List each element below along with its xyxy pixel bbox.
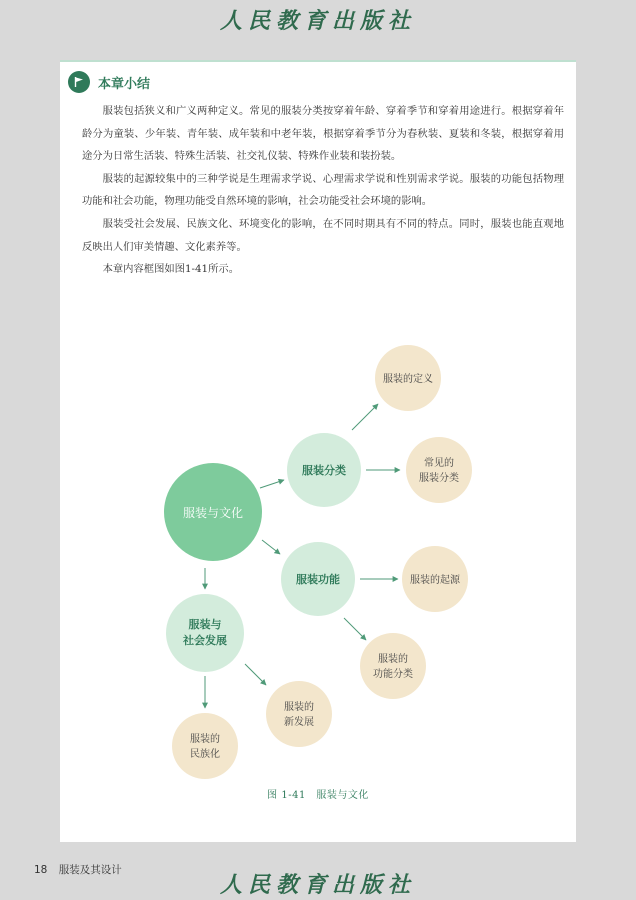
node-society bbox=[166, 594, 244, 672]
node-function-class-label-1: 服装的 bbox=[378, 654, 408, 665]
node-function-classification bbox=[360, 633, 426, 699]
node-nationalization bbox=[172, 713, 238, 779]
figure-caption: 图 1-41 服装与文化 bbox=[267, 790, 369, 801]
node-new-dev-label-1: 服装的 bbox=[284, 702, 314, 713]
node-function-label: 服装功能 bbox=[296, 573, 340, 586]
arrow-society-to-new-development bbox=[245, 664, 266, 685]
node-society-label-2: 社会发展 bbox=[183, 634, 227, 647]
summary-paragraph-1: 服装包括狭义和广义两种定义。常见的服装分类按穿着年龄、穿着季节和穿着用途进行。根据穿着年龄分为童装、少年装、青年装、成年装和中老年装，根据穿着季节分为春秋装、夏装和冬装，根据穿着用途分为日常生活装、特殊生活装、社交礼仪装、特殊作业装和装扮装。 bbox=[82, 105, 564, 163]
summary-paragraph-3: 服装受社会发展、民族文化、环境变化的影响，在不同时期具有不同的特点。同时，服装也能直观地反映出人们审美情趣、文化素养等。 bbox=[82, 217, 564, 253]
arrow-center-to-function bbox=[262, 540, 280, 554]
page-number: 18 bbox=[34, 864, 48, 876]
node-function-class-label-2: 功能分类 bbox=[373, 669, 413, 680]
node-society-label-1: 服装与 bbox=[188, 618, 222, 631]
concept-diagram bbox=[60, 62, 576, 842]
node-new-development bbox=[266, 681, 332, 747]
summary-paragraph-4: 本章内容框图如图1-41所示。 bbox=[102, 263, 239, 276]
publisher-logo-top: 人民教育出版社 bbox=[219, 8, 416, 34]
summary-paragraph-2: 服装的起源较集中的三种学说是生理需求学说、心理需求学说和性别需求学说。服装的功能包括物理功能和社会功能，物理功能受自然环境的影响，社会功能受社会环境的影响。 bbox=[82, 172, 564, 208]
book-title: 服装及其设计 bbox=[58, 864, 122, 876]
node-new-dev-label-2: 新发展 bbox=[284, 717, 314, 728]
node-nationalization-label-2: 民族化 bbox=[190, 749, 220, 760]
node-nationalization-label-1: 服装的 bbox=[190, 734, 220, 745]
node-common-label-2: 服装分类 bbox=[419, 473, 459, 484]
page-content bbox=[60, 60, 576, 842]
node-classification-label: 服装分类 bbox=[302, 464, 346, 477]
node-origin-label: 服装的起源 bbox=[410, 575, 460, 586]
node-definition-label: 服装的定义 bbox=[383, 374, 433, 385]
node-center-label: 服装与文化 bbox=[182, 506, 244, 520]
arrow-function-to-function-classification bbox=[344, 618, 366, 640]
chapter-summary-title: 本章小结 bbox=[98, 76, 151, 92]
node-common-classification bbox=[406, 437, 472, 503]
publisher-logo-bottom: 人民教育出版社 bbox=[219, 872, 416, 898]
arrow-classification-to-definition bbox=[352, 404, 378, 430]
arrow-center-to-classification bbox=[260, 480, 284, 488]
node-common-label-1: 常见的 bbox=[424, 458, 454, 469]
